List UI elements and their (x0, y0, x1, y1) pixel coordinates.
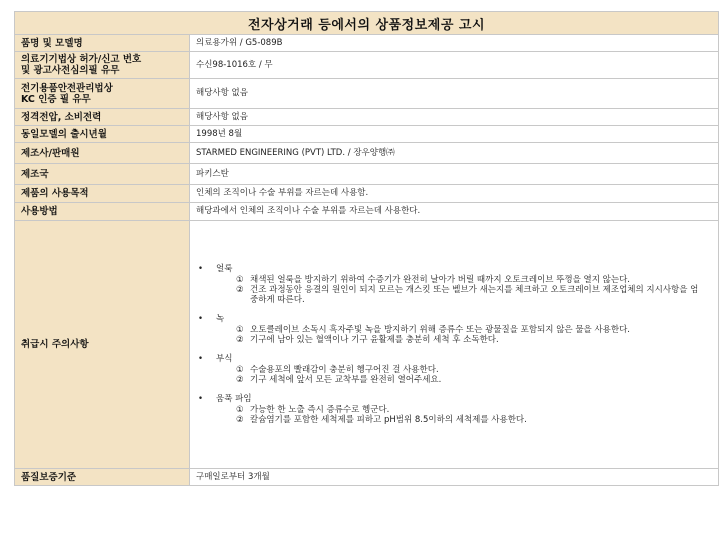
table-row (15, 203, 719, 221)
item-number: ① (236, 274, 244, 285)
precautions-label: 취급시 주의사항 (15, 221, 190, 469)
precaution-section (196, 394, 712, 425)
product-info-table (14, 11, 719, 486)
table-row (15, 469, 719, 486)
warranty-value: 구매일로부터 3개월 (190, 469, 719, 486)
item-text: 가능한 한 노출 즉시 증류수로 헹군다. (250, 404, 390, 415)
precautions-row (15, 221, 719, 469)
row-value: 해당과에서 인체의 조직이나 수술 부위를 자르는데 사용한다. (190, 203, 719, 221)
table-row (15, 109, 719, 126)
row-value: 1998년 8월 (190, 126, 719, 143)
list-item (196, 275, 712, 285)
section-title: 얼룩 (216, 263, 233, 274)
table-row (15, 126, 719, 143)
item-text: 기구에 남아 있는 혈액이나 기구 윤활제를 충분히 세척 후 소독한다. (250, 334, 499, 345)
list-item (196, 365, 712, 375)
item-number: ② (236, 334, 244, 345)
row-value: 파키스탄 (190, 164, 719, 185)
row-label: 제품의 사용목적 (15, 185, 190, 203)
item-number: ① (236, 404, 244, 415)
row-value: 인체의 조직이나 수술 부위를 자르는데 사용함. (190, 185, 719, 203)
bullet-icon: • (198, 353, 204, 364)
row-label: 품명 및 모델명 (15, 35, 190, 52)
item-text: 건조 과정동안 응결의 원인이 되지 모르는 개스킷 또는 벨브가 새는지를 체크하고 오토크레이브 제조업체의 지시사항을 엄중하게 따른다. (250, 284, 699, 305)
item-number: ② (236, 414, 244, 425)
row-value: 해당사항 없음 (190, 109, 719, 126)
section-title: 부식 (216, 353, 233, 364)
title-row (15, 12, 719, 35)
item-text: 채색된 얼룩을 방지하기 위하여 수증기가 완전히 날아가 버릴 때까지 오토크레이브 뚜껑을 열지 않는다. (250, 274, 630, 285)
item-text: 칼슘염기를 포함한 세척제를 피하고 pH범위 8.5이하의 세척제를 사용한다. (250, 414, 527, 425)
notice-title: 전자상거래 등에서의 상품정보제공 고시 (15, 12, 719, 35)
table-row (15, 185, 719, 203)
list-item (196, 335, 712, 345)
list-item (196, 375, 712, 385)
table-row (15, 79, 719, 109)
item-text: 오토클레이브 소독시 흑자주빛 녹을 방지하기 위해 증류수 또는 광물질을 포함되지 않은 물을 사용한다. (250, 324, 630, 335)
section-title: 움푹 파임 (216, 393, 252, 404)
table-row (15, 143, 719, 164)
precaution-section (196, 314, 712, 345)
row-value: STARMED ENGINEERING (PVT) LTD. / 장우양행㈜ (190, 143, 719, 164)
list-item (196, 325, 712, 335)
list-item (196, 415, 712, 425)
precaution-section (196, 264, 712, 305)
row-label: 사용방법 (15, 203, 190, 221)
row-value: 해당사항 없음 (190, 79, 719, 109)
product-info-notice (14, 11, 718, 486)
row-label: 정격전압, 소비전력 (15, 109, 190, 126)
row-label: 제조국 (15, 164, 190, 185)
row-label: 전기용품안전관리법상 KC 인증 필 유무 (15, 79, 190, 109)
warranty-label: 품질보증기준 (15, 469, 190, 486)
section-title: 녹 (216, 313, 225, 324)
item-number: ② (236, 374, 244, 385)
item-number: ① (236, 364, 244, 375)
row-label: 동일모델의 출시년월 (15, 126, 190, 143)
row-value: 수신98-1016호 / 무 (190, 52, 719, 79)
list-item (196, 405, 712, 415)
bullet-icon: • (198, 263, 204, 274)
table-row (15, 164, 719, 185)
item-text: 수술용포의 빨래감이 충분히 헹구어진 걸 사용한다. (250, 364, 439, 375)
bullet-icon: • (198, 313, 204, 324)
bullet-icon: • (198, 393, 204, 404)
row-label: 제조사/판매원 (15, 143, 190, 164)
precaution-section (196, 354, 712, 385)
row-label: 의료기기법상 허가/신고 번호 및 광고사전심의필 유무 (15, 52, 190, 79)
list-item (196, 285, 712, 305)
item-number: ② (236, 284, 244, 295)
precautions-content (190, 221, 719, 469)
item-text: 기구 세척에 앞서 모든 교착부를 완전히 열어주세요. (250, 374, 442, 385)
table-row (15, 52, 719, 79)
item-number: ① (236, 324, 244, 335)
table-row (15, 35, 719, 52)
row-value: 의료용가위 / G5-089B (190, 35, 719, 52)
